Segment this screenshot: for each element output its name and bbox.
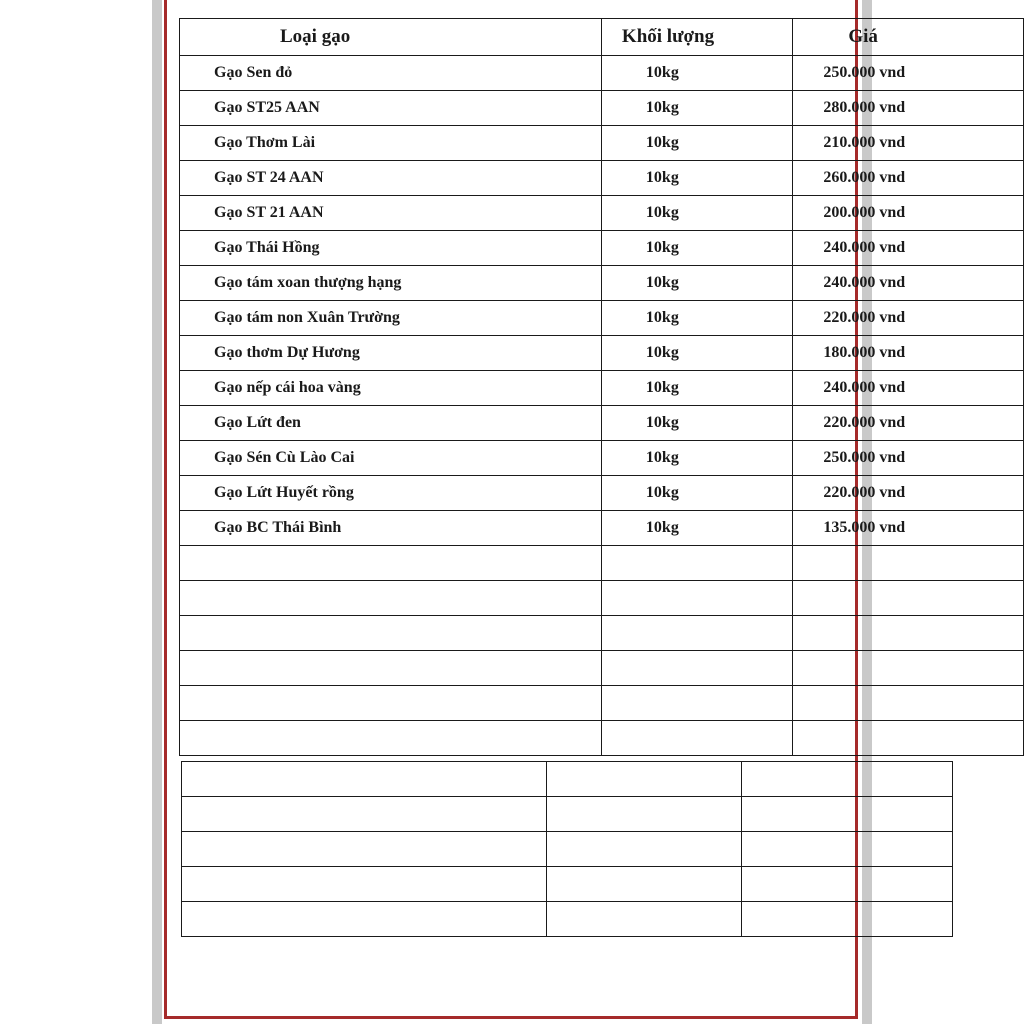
empty-cell	[793, 581, 1024, 616]
price-cell: 220.000 vnd	[793, 476, 1024, 511]
table-row	[180, 301, 1024, 336]
empty-cell	[742, 832, 953, 867]
empty-cell	[742, 867, 953, 902]
empty-cell	[793, 616, 1024, 651]
weight-cell: 10kg	[601, 301, 792, 336]
empty-cell	[180, 546, 602, 581]
empty-cell	[601, 686, 792, 721]
empty-cell	[180, 686, 602, 721]
price-cell: 180.000 vnd	[793, 336, 1024, 371]
price-cell: 220.000 vnd	[793, 406, 1024, 441]
weight-cell: 10kg	[601, 441, 792, 476]
empty-row	[182, 797, 953, 832]
rice-name-cell: Gạo tám xoan thượng hạng	[180, 266, 602, 301]
blank-rows-table	[181, 761, 953, 937]
empty-row	[182, 832, 953, 867]
table-row	[180, 126, 1024, 161]
table-row	[180, 371, 1024, 406]
weight-cell: 10kg	[601, 511, 792, 546]
table-row	[180, 406, 1024, 441]
header-price: Giá	[793, 19, 1024, 56]
empty-cell	[793, 721, 1024, 756]
empty-cell	[793, 546, 1024, 581]
empty-cell	[793, 686, 1024, 721]
rice-name-cell: Gạo Sén Cù Lào Cai	[180, 441, 602, 476]
empty-cell	[742, 762, 953, 797]
table-row	[180, 56, 1024, 91]
table-row	[180, 476, 1024, 511]
empty-cell	[601, 651, 792, 686]
rice-name-cell: Gạo Thơm Lài	[180, 126, 602, 161]
rice-name-cell: Gạo ST25 AAN	[180, 91, 602, 126]
table-row	[180, 336, 1024, 371]
weight-cell: 10kg	[601, 336, 792, 371]
table-row	[180, 231, 1024, 266]
table-row	[180, 161, 1024, 196]
weight-cell: 10kg	[601, 126, 792, 161]
price-cell: 240.000 vnd	[793, 371, 1024, 406]
empty-row	[180, 616, 1024, 651]
price-cell: 250.000 vnd	[793, 441, 1024, 476]
empty-cell	[793, 651, 1024, 686]
weight-cell: 10kg	[601, 196, 792, 231]
weight-cell: 10kg	[601, 231, 792, 266]
rice-name-cell: Gạo thơm Dự Hương	[180, 336, 602, 371]
empty-cell	[547, 797, 742, 832]
rice-name-cell: Gạo nếp cái hoa vàng	[180, 371, 602, 406]
empty-cell	[182, 797, 547, 832]
price-cell: 220.000 vnd	[793, 301, 1024, 336]
rice-name-cell: Gạo Sen đỏ	[180, 56, 602, 91]
empty-row	[180, 651, 1024, 686]
rice-name-cell: Gạo BC Thái Bình	[180, 511, 602, 546]
weight-cell: 10kg	[601, 371, 792, 406]
rice-name-cell: Gạo tám non Xuân Trường	[180, 301, 602, 336]
empty-row	[182, 867, 953, 902]
weight-cell: 10kg	[601, 91, 792, 126]
weight-cell: 10kg	[601, 161, 792, 196]
empty-cell	[547, 902, 742, 937]
empty-cell	[547, 832, 742, 867]
table-header-row	[180, 19, 1024, 56]
empty-cell	[182, 867, 547, 902]
table-row	[180, 441, 1024, 476]
empty-cell	[601, 581, 792, 616]
rice-name-cell: Gạo Thái Hồng	[180, 231, 602, 266]
price-cell: 280.000 vnd	[793, 91, 1024, 126]
empty-cell	[182, 902, 547, 937]
price-cell: 250.000 vnd	[793, 56, 1024, 91]
empty-row	[182, 902, 953, 937]
empty-cell	[180, 651, 602, 686]
empty-cell	[180, 581, 602, 616]
header-rice-type: Loại gạo	[180, 19, 602, 56]
price-cell: 240.000 vnd	[793, 231, 1024, 266]
table-row	[180, 266, 1024, 301]
rice-name-cell: Gạo ST 21 AAN	[180, 196, 602, 231]
table-row	[180, 511, 1024, 546]
rice-name-cell: Gạo ST 24 AAN	[180, 161, 602, 196]
empty-cell	[601, 546, 792, 581]
left-margin-strip	[152, 0, 162, 1024]
empty-row	[180, 581, 1024, 616]
empty-cell	[180, 721, 602, 756]
empty-row	[182, 762, 953, 797]
empty-cell	[180, 616, 602, 651]
empty-row	[180, 686, 1024, 721]
empty-row	[180, 721, 1024, 756]
weight-cell: 10kg	[601, 476, 792, 511]
price-cell: 260.000 vnd	[793, 161, 1024, 196]
rice-price-table	[179, 18, 1024, 756]
weight-cell: 10kg	[601, 56, 792, 91]
empty-cell	[182, 832, 547, 867]
empty-cell	[601, 721, 792, 756]
empty-cell	[742, 797, 953, 832]
price-cell: 210.000 vnd	[793, 126, 1024, 161]
empty-cell	[547, 762, 742, 797]
weight-cell: 10kg	[601, 406, 792, 441]
weight-cell: 10kg	[601, 266, 792, 301]
price-cell: 200.000 vnd	[793, 196, 1024, 231]
empty-cell	[601, 616, 792, 651]
price-cell: 135.000 vnd	[793, 511, 1024, 546]
header-weight: Khối lượng	[601, 19, 792, 56]
empty-cell	[182, 762, 547, 797]
empty-row	[180, 546, 1024, 581]
empty-cell	[547, 867, 742, 902]
table-row	[180, 196, 1024, 231]
rice-name-cell: Gạo Lứt Huyết rồng	[180, 476, 602, 511]
empty-cell	[742, 902, 953, 937]
price-cell: 240.000 vnd	[793, 266, 1024, 301]
table-row	[180, 91, 1024, 126]
rice-name-cell: Gạo Lứt đen	[180, 406, 602, 441]
